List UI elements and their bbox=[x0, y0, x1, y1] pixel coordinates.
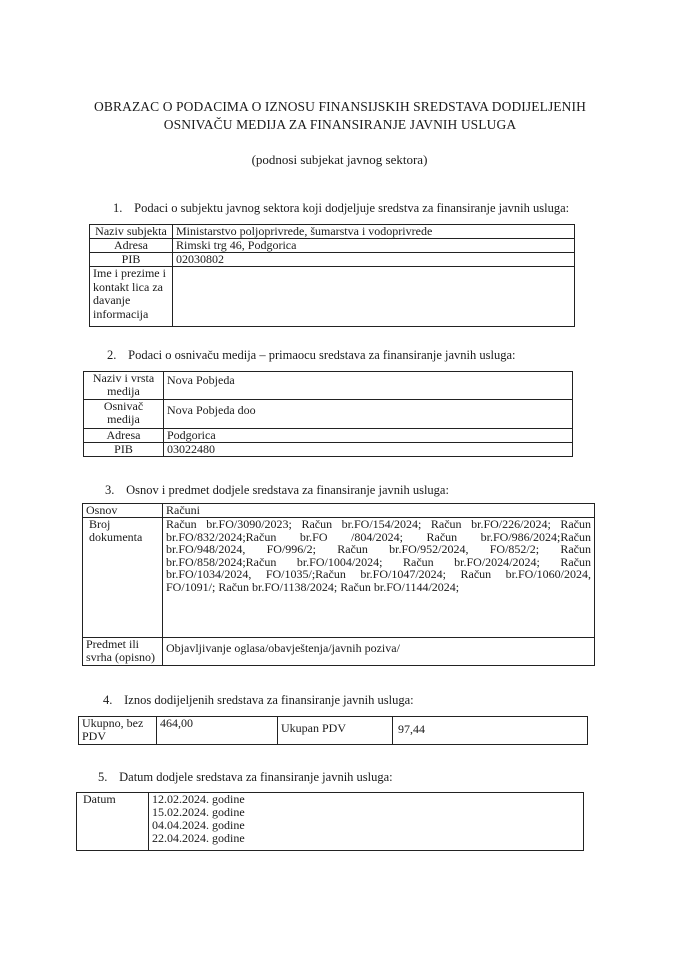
table-row bbox=[90, 225, 575, 239]
value-naziv-medija: Nova Pobjeda bbox=[164, 372, 573, 400]
table-row bbox=[83, 504, 595, 518]
table-row bbox=[90, 267, 575, 327]
label-osnivac: Osnivač medija bbox=[84, 400, 164, 429]
value-pib-medija: 03022480 bbox=[164, 443, 573, 457]
date-item: 22.04.2024. godine bbox=[152, 831, 245, 845]
label-predmet: Predmet ili svrha (opisno) bbox=[83, 638, 163, 666]
section5-heading-text: Datum dodjele sredstava za finansiranje javnih usluga: bbox=[119, 770, 393, 784]
label-broj-dokumenta: Broj dokumenta bbox=[83, 518, 163, 638]
form-subtitle: (podnosi subjekat javnog sektora) bbox=[251, 152, 428, 167]
value-adresa-medija: Podgorica bbox=[164, 429, 573, 443]
value-kontakt-lice bbox=[173, 267, 575, 327]
value-osnivac: Nova Pobjeda doo bbox=[164, 400, 573, 429]
label-adresa-medija: Adresa bbox=[84, 429, 164, 443]
date-item: 04.04.2024. godine bbox=[152, 818, 245, 832]
date-item: 15.02.2024. godine bbox=[152, 805, 245, 819]
form-title-line2: OSNIVAČU MEDIJA ZA FINANSIRANJE JAVNIH USLUGA bbox=[163, 117, 517, 132]
label-ukupno-bez-pdv: Ukupno, bez PDV bbox=[79, 717, 157, 745]
table-row bbox=[90, 239, 575, 253]
value-predmet: Objavljivanje oglasa/obavještenja/javnih poziva/ bbox=[163, 638, 595, 666]
section1-heading-text: Podaci o subjektu javnog sektora koji dodjeljuje sredstva za finansiranje javnih usluga: bbox=[134, 201, 570, 215]
table-row bbox=[84, 443, 573, 457]
table-row bbox=[84, 429, 573, 443]
value-ukupan-pdv: 97,44 bbox=[393, 717, 588, 745]
section3-heading bbox=[105, 483, 449, 498]
label-naziv-subjekta: Naziv subjekta bbox=[90, 225, 173, 239]
section5-number: 5. bbox=[98, 770, 108, 784]
section5-heading bbox=[98, 770, 393, 785]
form-title bbox=[70, 98, 610, 134]
section2-heading bbox=[107, 348, 516, 363]
table-row bbox=[84, 400, 573, 429]
value-broj-dokumenta: Račun br.FO/3090/2023; Račun br.FO/154/2024; Račun br.FO/226/2024; Račun br.FO/832/2024;Račun br.FO /804/2024; Račun br.FO/986/2024;Račun br.FO/948/2024, FO/996/2; Račun br.FO/952/2024, FO/852/2; Račun br.FO/858/2024;Račun br.FO/1004/2024; Račun br.FO/2024/2024; Račun br.FO/1034/2024, FO/1035/;Račun br.FO/1047/2024; Račun br.FO/1060/2024, FO/1091/; Račun br.FO/1138/2024; Račun br.FO/1144/2024; bbox=[163, 518, 595, 638]
table-row bbox=[83, 518, 595, 638]
table-row bbox=[79, 717, 588, 745]
value-ukupno-bez-pdv: 464,00 bbox=[157, 717, 278, 745]
value-adresa: Rimski trg 46, Podgorica bbox=[173, 239, 575, 253]
section4-number: 4. bbox=[103, 693, 113, 707]
section3-number: 3. bbox=[105, 483, 115, 497]
label-naziv-medija: Naziv i vrsta medija bbox=[84, 372, 164, 400]
section4-table bbox=[78, 716, 588, 745]
section3-heading-text: Osnov i predmet dodjele sredstava za finansiranje javnih usluga: bbox=[126, 483, 449, 497]
value-osnov: Računi bbox=[163, 504, 595, 518]
table-row bbox=[84, 372, 573, 400]
table-row bbox=[83, 638, 595, 666]
section4-heading-text: Iznos dodijeljenih sredstava za finansiranje javnih usluga: bbox=[124, 693, 414, 707]
section4-heading bbox=[103, 693, 414, 708]
form-title-line1: OBRAZAC O PODACIMA O IZNOSU FINANSIJSKIH SREDSTAVA DODIJELJENIH bbox=[94, 99, 586, 114]
label-adresa: Adresa bbox=[90, 239, 173, 253]
label-pib-medija: PIB bbox=[84, 443, 164, 457]
label-kontakt-lice: Ime i prezime i kontakt lica za davanje informacija bbox=[90, 267, 173, 327]
section5-table bbox=[76, 792, 584, 851]
section2-number: 2. bbox=[107, 348, 117, 362]
section2-table bbox=[83, 371, 573, 457]
label-osnov: Osnov bbox=[83, 504, 163, 518]
label-pib: PIB bbox=[90, 253, 173, 267]
value-pib: 02030802 bbox=[173, 253, 575, 267]
section1-table bbox=[89, 224, 575, 327]
section2-heading-text: Podaci o osnivaču medija – primaocu sredstava za finansiranje javnih usluga: bbox=[128, 348, 516, 362]
section1-heading bbox=[113, 201, 569, 216]
date-list bbox=[149, 793, 584, 851]
table-row bbox=[90, 253, 575, 267]
section1-number: 1. bbox=[113, 201, 123, 215]
section3-table bbox=[82, 503, 595, 666]
table-row bbox=[77, 793, 584, 851]
date-item: 12.02.2024. godine bbox=[152, 792, 245, 806]
label-ukupan-pdv: Ukupan PDV bbox=[278, 717, 393, 745]
label-datum: Datum bbox=[77, 793, 149, 851]
value-naziv-subjekta: Ministarstvo poljoprivrede, šumarstva i vodoprivrede bbox=[173, 225, 575, 239]
